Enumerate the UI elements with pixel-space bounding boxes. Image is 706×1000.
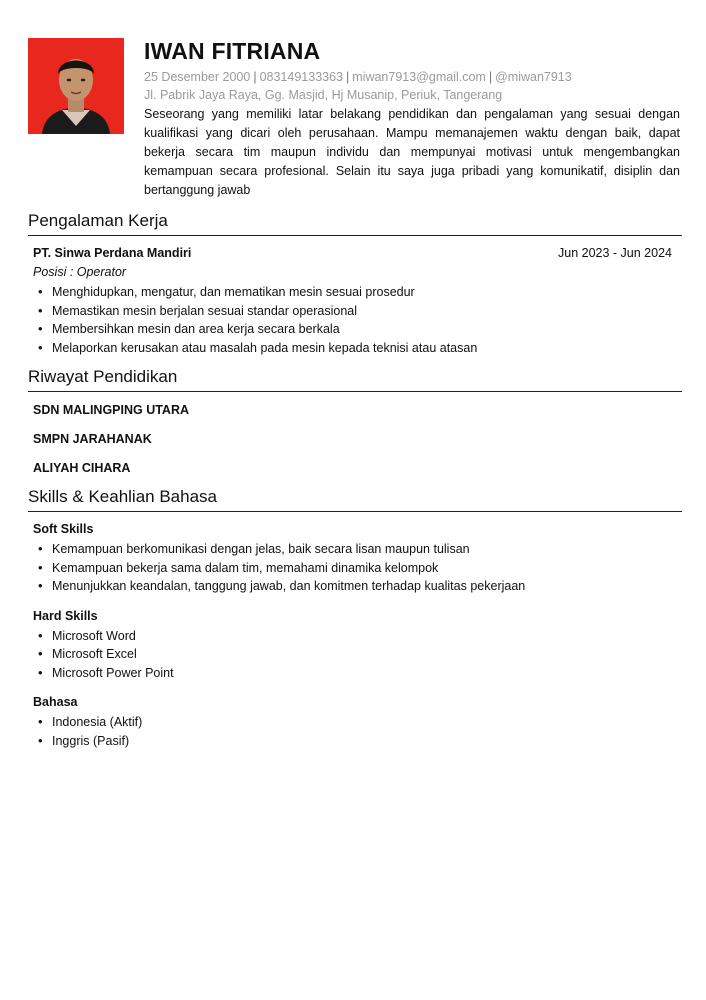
list-item: • Membersihkan mesin dan area kerja secara berkala — [52, 320, 672, 339]
school-name: SDN MALINGPING UTARA — [33, 403, 190, 417]
profile-photo — [28, 38, 124, 134]
soft-skills-heading: Soft Skills — [33, 522, 94, 536]
job-entry — [28, 244, 682, 357]
list-item: • Inggris (Pasif) — [52, 732, 672, 751]
school-name: ALIYAH CIHARA — [33, 461, 131, 475]
list-item: • Microsoft Word — [52, 627, 672, 646]
birth-date: 25 Desember 2000 — [144, 70, 251, 84]
list-item: • Microsoft Excel — [52, 645, 672, 664]
list-item: • Menunjukkan keandalan, tanggung jawab, dan komitmen terhadap kualitas pekerjaan — [52, 577, 672, 596]
language-heading: Bahasa — [33, 695, 78, 709]
soft-skills-list — [33, 540, 672, 596]
list-item: • Kemampuan bekerja sama dalam tim, memahami dinamika kelompok — [52, 559, 672, 578]
separator: | — [488, 70, 493, 84]
separator: | — [253, 70, 257, 84]
job-position: Posisi : Operator — [33, 265, 127, 279]
company-name: PT. Sinwa Perdana Mandiri — [33, 246, 192, 260]
list-item: • Indonesia (Aktif) — [52, 713, 672, 732]
list-item: • Memastikan mesin berjalan sesuai standar operasional — [52, 302, 672, 321]
hard-skills-list — [33, 627, 672, 683]
profile-summary: Seseorang yang memiliki latar belakang pendidikan dan pengalaman yang sesuai dengan kualifikasi yang dicari oleh perusahaan. Mampu memanajemen waktu dengan baik, dapat bekerja secara tim maupun individu dan mempunyai motivasi untuk mengembangkan kemampuan secara profesional. Selain itu saya juga pribadi yang komunikatif, disiplin dan bertanggung jawab — [144, 107, 680, 197]
social-handle: @miwan7913 — [495, 70, 572, 84]
list-item: • Menghidupkan, mengatur, dan mematikan mesin sesuai prosedur — [52, 283, 672, 302]
profile-header — [144, 36, 680, 200]
section-title-experience: Pengalaman Kerja — [28, 210, 682, 236]
hard-skills-heading: Hard Skills — [33, 608, 98, 623]
experience-section — [28, 210, 682, 357]
separator: | — [346, 70, 350, 84]
email-address: miwan7913@gmail.com — [352, 70, 486, 84]
school-list — [28, 401, 682, 477]
education-section — [28, 366, 682, 477]
skills-section — [28, 486, 682, 750]
task-list — [33, 283, 672, 357]
language-list — [33, 713, 672, 750]
list-item: • Kemampuan berkomunikasi dengan jelas, baik secara lisan maupun tulisan — [52, 540, 672, 559]
section-title-education: Riwayat Pendidikan — [28, 366, 682, 392]
list-item: • Melaporkan kerusakan atau masalah pada mesin kepada teknisi atau atasan — [52, 339, 672, 358]
skills-body — [28, 520, 682, 750]
contact-line — [144, 68, 680, 86]
school-name: SMPN JARAHANAK — [33, 432, 152, 446]
job-period: Jun 2023 - Jun 2024 — [558, 246, 672, 260]
candidate-name: IWAN FITRIANA — [144, 38, 321, 64]
list-item: • Microsoft Power Point — [52, 664, 672, 683]
home-address: Jl. Pabrik Jaya Raya, Gg. Masjid, Hj Musanip, Periuk, Tangerang — [144, 88, 503, 102]
section-title-skills: Skills & Keahlian Bahasa — [28, 486, 682, 512]
person-avatar-icon — [28, 38, 124, 134]
phone-number: 083149133363 — [259, 70, 344, 84]
job-header — [33, 244, 672, 262]
